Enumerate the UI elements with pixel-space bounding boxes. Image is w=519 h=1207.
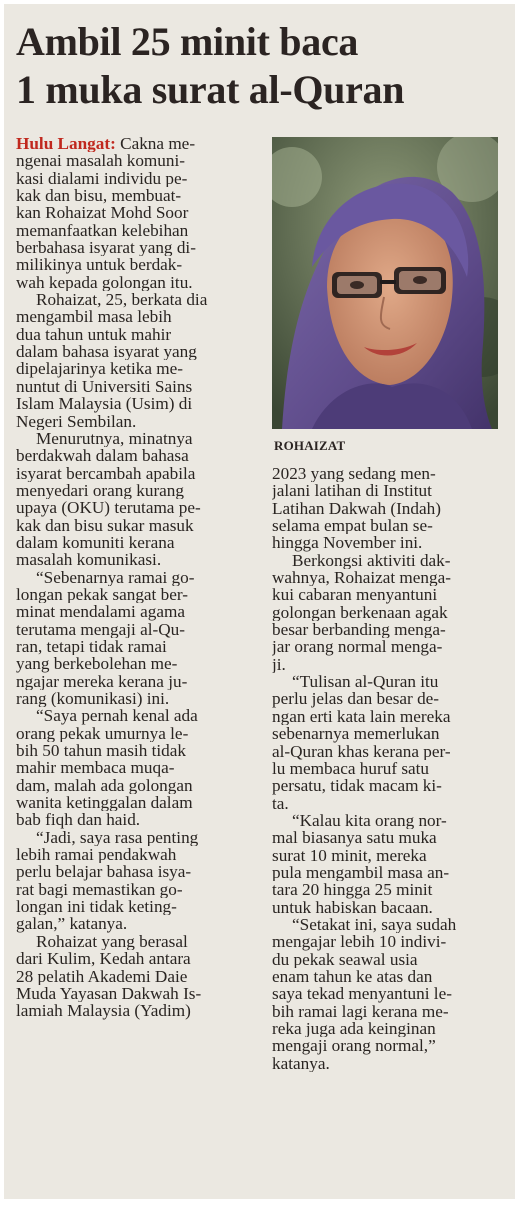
article-line: jar orang normal menga-	[272, 638, 443, 656]
article-line: golongan berkenaan agak	[272, 603, 448, 622]
article-line-text: Cakna me-	[120, 135, 196, 153]
headline-line-2: 1 muka surat al-Quran	[16, 67, 405, 112]
article-line: galan,” katanya.	[16, 915, 128, 933]
article-line: perlu belajar bahasa isya-	[16, 863, 192, 881]
article-line: al-Quran khas kerana per-	[272, 742, 451, 760]
article-line: mal biasanya satu muka	[272, 829, 437, 847]
article-line: reka juga ada keinginan	[272, 1020, 436, 1038]
article-line: orang pekak umurnya le-	[16, 724, 189, 743]
article-line: kak dan bisu sukar masuk	[16, 516, 194, 534]
article-line: masalah komunikasi.	[16, 551, 162, 569]
dateline: Hulu Langat:	[16, 135, 121, 153]
headline-line-1: Ambil 25 minit baca	[16, 19, 359, 64]
article-line: pula mengambil masa an-	[272, 863, 450, 882]
article-line: lamiah Malaysia (Yadim)	[16, 1002, 191, 1020]
article-line: sebenarnya memerlukan	[272, 725, 440, 743]
photo-caption: ROHAIZAT	[274, 438, 346, 453]
article-line: mengambil masa lebih	[16, 308, 172, 326]
article-line: Islam Malaysia (Usim) di	[16, 395, 193, 413]
headline	[16, 18, 506, 114]
article-line: Latihan Dakwah (Indah)	[272, 499, 441, 518]
article-line: kak dan bisu, membuat-	[16, 187, 182, 205]
article-line: mengaji orang normal,”	[272, 1037, 436, 1055]
article-line: untuk habiskan bacaan.	[272, 898, 433, 916]
article-line: Menurutnya, minatnya	[36, 429, 193, 448]
article-line: saya tekad menyantuni le-	[272, 985, 452, 1003]
article-line: longan ini tidak keting-	[16, 898, 177, 916]
article-line: dalam komuniti kerana	[16, 533, 175, 552]
article-line: du pekak seawal usia	[272, 950, 418, 968]
article-line: ngan erti kata lain mereka	[272, 707, 451, 726]
article-line: kui cabaran menyantuni	[272, 586, 438, 604]
portrait-photo	[272, 137, 498, 429]
article-line: “Sebenarnya ramai go-	[36, 568, 195, 586]
article-line: bab fiqh dan haid.	[16, 811, 141, 829]
article-line: kasi dialami individu pe-	[16, 169, 188, 188]
article-line: lu membaca huruf satu	[272, 759, 430, 778]
article-line: Muda Yayasan Dakwah Is-	[16, 984, 202, 1003]
article-line: yang berkebolehan me-	[16, 655, 178, 673]
article-line: upaya (OKU) terutama pe-	[16, 499, 201, 517]
article-line: “Saya pernah kenal ada	[36, 707, 198, 725]
article-line	[16, 135, 260, 152]
article-line: memanfaatkan kelebihan	[16, 221, 189, 240]
article-line: mengajar lebih 10 indivi-	[272, 933, 447, 951]
article-line: minat mendalami agama	[16, 603, 185, 621]
article-line: perlu jelas dan besar de-	[272, 690, 440, 708]
article-line: wah kepada golongan itu.	[16, 273, 193, 292]
article-line: ngenai masalah komuni-	[16, 152, 185, 170]
article-line: “Jadi, saya rasa penting	[36, 828, 199, 847]
article-line: dam, malah ada golongan	[16, 776, 193, 795]
article-line: ji.	[272, 655, 286, 674]
article-line: menyedari orang kurang	[16, 481, 184, 500]
article-line: dari Kulim, Kedah antara	[16, 950, 191, 968]
article-line: hingga November ini.	[272, 534, 423, 552]
article-line: Berkongsi aktiviti dak-	[292, 551, 451, 570]
article-line: milikinya untuk berdak-	[16, 256, 183, 274]
article-line: wahnya, Rohaizat menga-	[272, 569, 451, 587]
article-line: ngajar mereka kerana ju-	[16, 672, 188, 690]
article-line: dipelajarinya ketika me-	[16, 360, 184, 378]
article-line: Rohaizat, 25, berkata dia	[36, 291, 208, 309]
article-line: terutama mengaji al-Qu-	[16, 620, 185, 638]
article-line: surat 10 minit, mereka	[272, 846, 427, 864]
article-line: bih ramai lagi kerana me-	[272, 1002, 449, 1020]
article-right-column	[272, 465, 506, 1072]
portrait-illustration	[272, 137, 498, 429]
article-line: kan Rohaizat Mohd Soor	[16, 204, 189, 222]
article-line: nuntut di Universiti Sains	[16, 377, 193, 396]
article-line: rat bagi memastikan go-	[16, 880, 183, 899]
article-line: rang (komunikasi) ini.	[16, 690, 170, 708]
article-left-column	[16, 135, 260, 1020]
article-line: dua tahun untuk mahir	[16, 325, 172, 344]
article-line: ta.	[272, 794, 289, 812]
article-line: persatu, tidak macam ki-	[272, 777, 442, 795]
article-line: dalam bahasa isyarat yang	[16, 343, 197, 361]
article-line: longan pekak sangat ber-	[16, 585, 188, 604]
article-line: ran, tetapi tidak ramai	[16, 637, 167, 656]
article-line: bih 50 tahun masih tidak	[16, 742, 186, 760]
article-line: besar berbanding menga-	[272, 621, 446, 639]
article-line: “Tulisan al-Quran itu	[292, 673, 439, 691]
article-line: jalani latihan di Institut	[272, 482, 432, 500]
article-line: “Setakat ini, saya sudah	[292, 915, 457, 934]
article-line: katanya.	[272, 1054, 330, 1073]
article-line: isyarat bercambah apabila	[16, 464, 196, 482]
article-line: Rohaizat yang berasal	[36, 932, 188, 951]
article-line: selama empat bulan se-	[272, 517, 433, 535]
article-line: tara 20 hingga 25 minit	[272, 881, 433, 899]
article-line: wanita ketinggalan dalam	[16, 794, 193, 812]
article-line: Negeri Sembilan.	[16, 412, 137, 430]
article-line: 2023 yang sedang men-	[272, 465, 436, 483]
article-line: “Kalau kita orang nor-	[292, 811, 447, 830]
article-line: berdakwah dalam bahasa	[16, 447, 189, 465]
article-line: mahir membaca muqa-	[16, 759, 175, 777]
newspaper-clipping	[4, 4, 515, 1199]
article-line: enam tahun ke atas dan	[272, 967, 433, 986]
article-line: lebih ramai pendakwah	[16, 846, 177, 864]
article-line: 28 pelatih Akademi Daie	[16, 967, 188, 985]
article-line: berbahasa isyarat yang di-	[16, 239, 196, 257]
